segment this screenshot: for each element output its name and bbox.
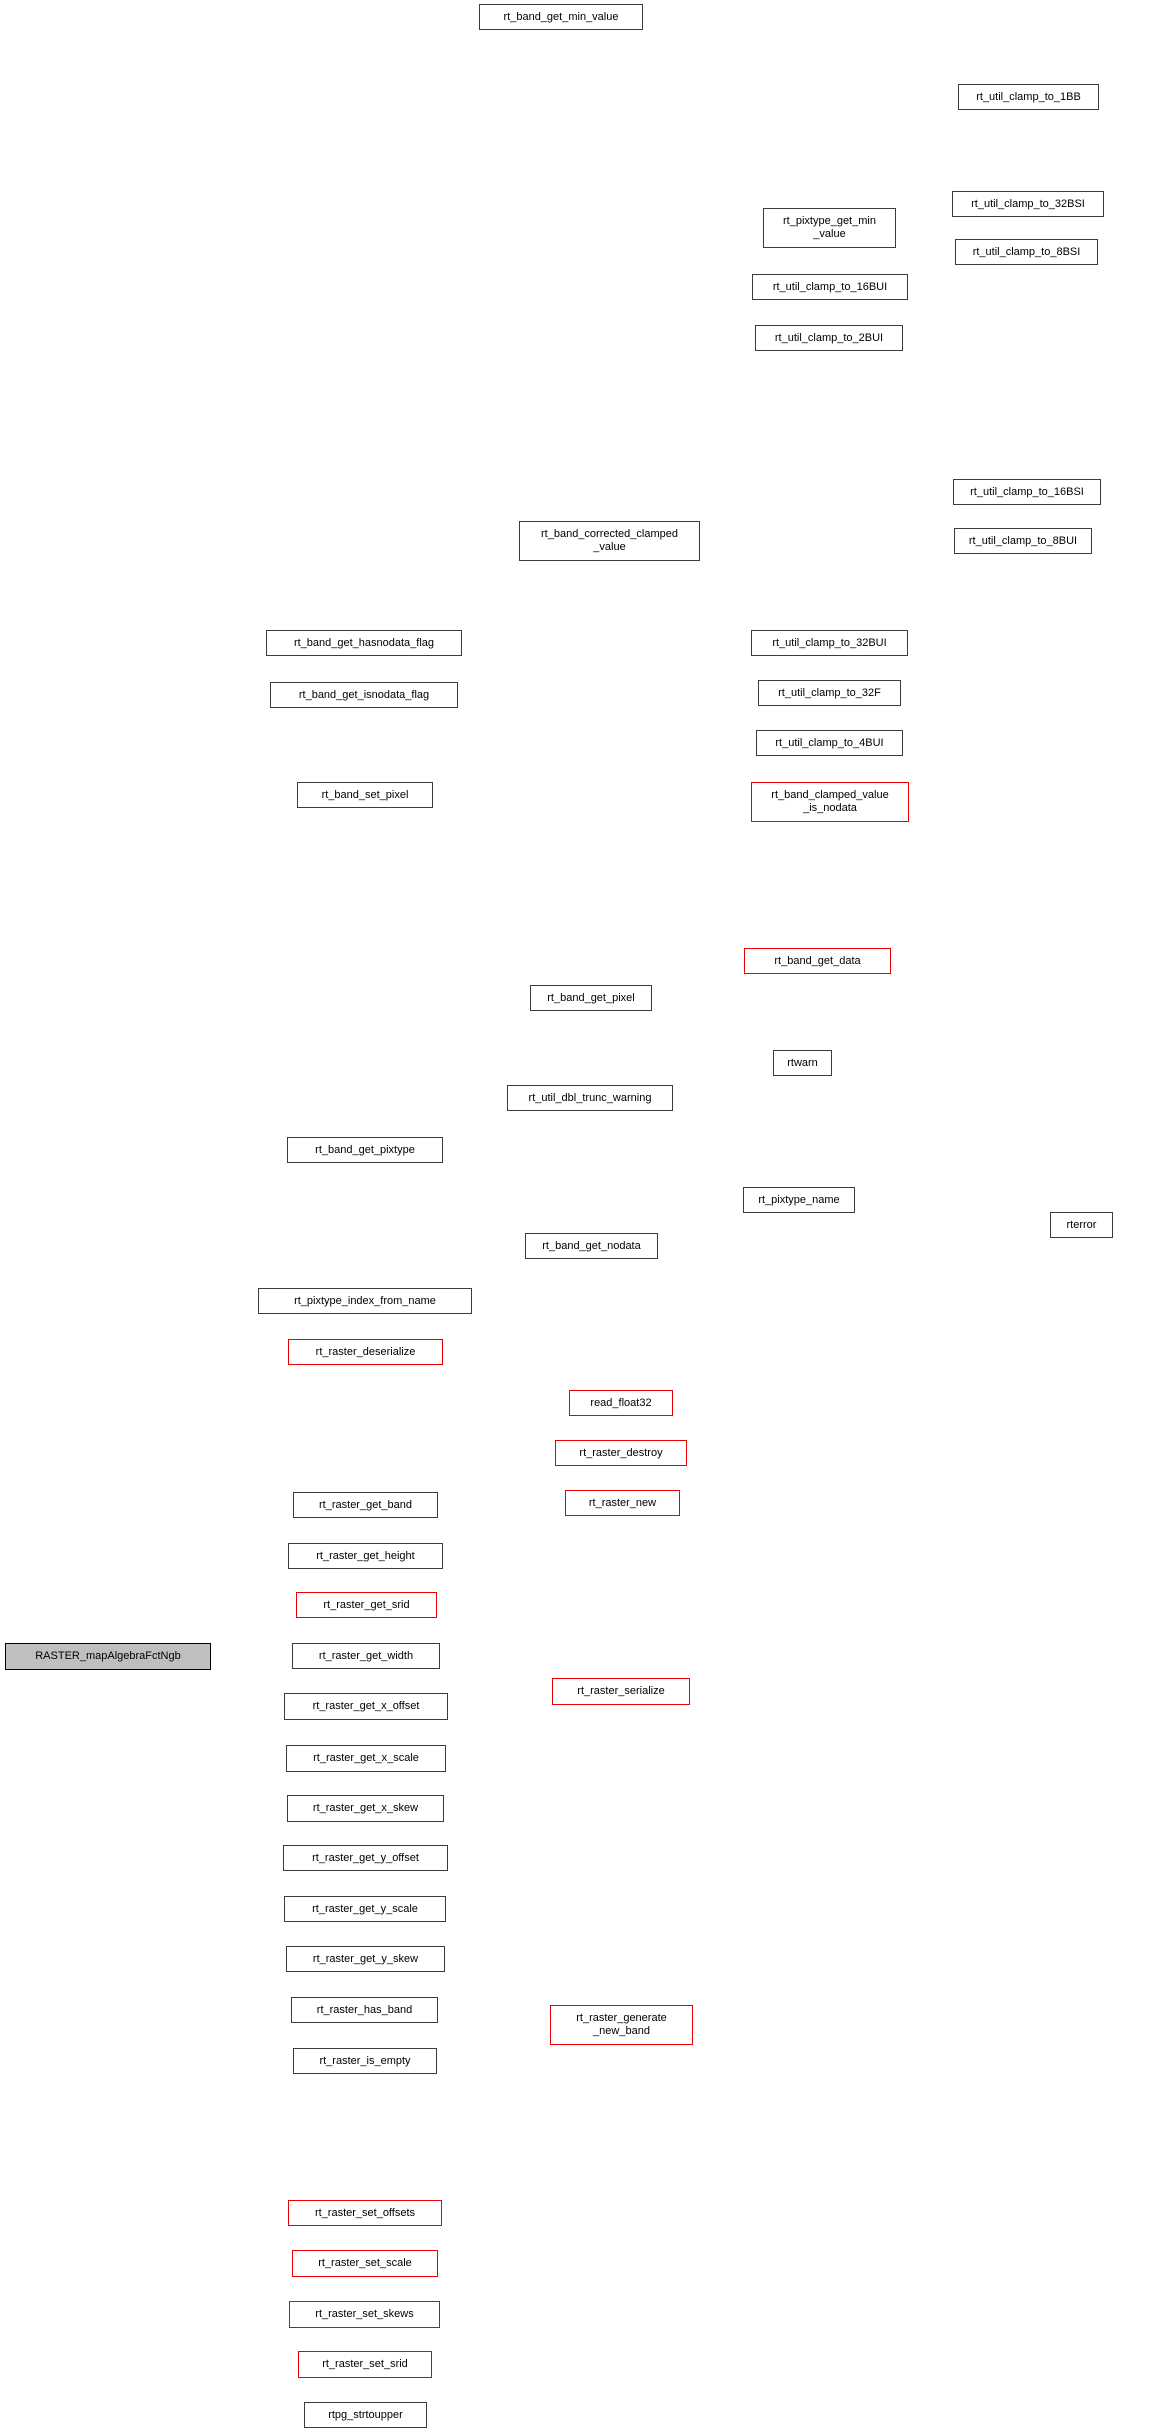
node-band-get-pixel[interactable] [530,985,652,1011]
node-label: rt_raster_get_x_skew [312,1802,419,1814]
node-clamp-32F[interactable] [758,680,901,706]
node-clamp-1BB[interactable] [958,84,1099,110]
node-band-get-hasnodata[interactable] [266,630,462,656]
root-node-root[interactable] [5,1643,211,1670]
node-label: rt_util_clamp_to_32BUI [772,636,887,649]
node-band-get-min-value[interactable] [479,4,643,30]
node-clamp-16BSI[interactable] [953,479,1101,505]
node-label: rt_band_get_data [774,954,861,967]
node-clamp-8BUI[interactable] [954,528,1092,554]
node-label: rt_raster_get_y_offset [312,1851,419,1864]
node-label: rt_band_corrected_clamped [541,528,678,540]
node-raster-get-y-scale[interactable] [284,1896,446,1922]
node-raster-get-height[interactable] [288,1543,443,1569]
node-label: rt_band_get_nodata [542,1239,641,1252]
node-label: rt_raster_has_band [316,2003,413,2016]
node-band-set-pixel[interactable] [297,782,433,808]
node-label: rt_band_get_hasnodata_flag [293,636,435,649]
node-rterror[interactable] [1050,1212,1113,1238]
node-label: rt_pixtype_get_min [783,215,876,227]
node-label: rt_util_clamp_to_32BSI [971,197,1085,210]
node-raster-get-y-offset[interactable] [283,1845,448,1871]
node-label: rtwarn [787,1056,818,1069]
node-raster-get-x-scale[interactable] [286,1745,446,1772]
node-label: rt_raster_serialize [577,1685,665,1697]
node-raster-get-width[interactable] [292,1643,440,1669]
node-raster-generate-new-band[interactable] [550,2005,693,2045]
node-label: rt_band_clamped_value [771,789,889,801]
node-label: rtpg_strtoupper [328,2408,403,2421]
node-rtwarn[interactable] [773,1050,832,1076]
node-raster-set-srid[interactable] [298,2351,432,2378]
node-pixtype-index[interactable] [258,1288,472,1314]
node-label: rt_util_clamp_to_16BSI [970,485,1084,498]
node-band-get-data[interactable] [744,948,891,974]
node-label: rt_raster_get_y_scale [312,1902,418,1915]
node-label: rt_raster_get_height [316,1549,415,1562]
node-raster-deserialize[interactable] [288,1339,443,1365]
node-label: rt_pixtype_name [758,1193,840,1206]
node-label: rt_band_get_min_value [503,10,619,23]
node-band-get-isnodata[interactable] [270,682,458,708]
node-dbl-trunc[interactable] [507,1085,673,1111]
node-label: rt_raster_get_width [318,1649,414,1662]
node-raster-is-empty[interactable] [293,2048,437,2074]
node-label: rt_util_clamp_to_2BUI [774,331,884,344]
node-raster-destroy[interactable] [555,1440,687,1466]
node-clamp-32BSI[interactable] [952,191,1104,217]
node-label: rterror [1066,1218,1097,1231]
node-label: _value [593,541,626,553]
node-raster-get-x-skew[interactable] [287,1795,444,1822]
node-label: rt_raster_set_offsets [314,2206,416,2219]
node-pixtype-name[interactable] [743,1187,855,1213]
node-raster-get-srid[interactable] [296,1592,437,1618]
node-label: rt_raster_set_srid [322,2358,408,2370]
node-clamp-4BUI[interactable] [756,730,903,756]
node-clamp-2BUI[interactable] [755,325,903,351]
node-raster-set-offsets[interactable] [288,2200,442,2226]
node-clamp-16BUI[interactable] [752,274,908,300]
node-label: rt_util_clamp_to_8BUI [968,534,1078,547]
node-read-float32[interactable] [569,1390,673,1416]
node-label: RASTER_mapAlgebraFctNgb [35,1650,181,1662]
node-label: rt_raster_is_empty [319,2054,411,2067]
node-label: rt_band_get_isnodata_flag [298,688,430,701]
node-label: _new_band [593,2025,650,2037]
node-raster-has-band[interactable] [291,1997,438,2023]
node-raster-serialize[interactable] [552,1678,690,1705]
node-clamp-8BSI[interactable] [955,239,1098,265]
node-label: rt_util_clamp_to_8BSI [972,245,1081,258]
node-raster-set-scale[interactable] [292,2250,438,2277]
node-label: _value [813,228,846,240]
node-raster-set-skews[interactable] [289,2301,440,2328]
node-label: _is_nodata [803,802,857,814]
node-label: rt_band_get_pixtype [315,1143,415,1156]
node-label: rt_raster_set_skews [315,2308,414,2320]
node-label: rt_band_get_pixel [547,991,635,1004]
node-label: rt_band_set_pixel [321,788,409,801]
node-label: rt_util_clamp_to_1BB [976,90,1081,103]
node-raster-get-band[interactable] [293,1492,438,1518]
node-raster-get-x-offset[interactable] [284,1693,448,1720]
node-band-get-nodata[interactable] [525,1233,658,1259]
node-label: rt_raster_deserialize [315,1345,416,1358]
node-label: rt_raster_get_srid [323,1598,410,1611]
node-label: read_float32 [590,1396,652,1409]
node-label: rt_util_dbl_trunc_warning [528,1091,652,1104]
node-label: rt_raster_generate [576,2012,667,2024]
node-raster-new[interactable] [565,1490,680,1516]
node-label: rt_util_clamp_to_16BUI [772,280,888,293]
node-label: rt_pixtype_index_from_name [294,1294,436,1307]
node-corrected-clamped[interactable] [519,521,700,561]
node-label: rt_raster_new [588,1496,657,1509]
node-label: rt_util_clamp_to_32F [778,686,881,699]
node-rtpg-strtoupper[interactable] [304,2402,427,2428]
node-label: rt_raster_get_y_skew [312,1952,419,1965]
node-clamp-32BUI[interactable] [751,630,908,656]
node-band-get-pixtype[interactable] [287,1137,443,1163]
node-label: rt_raster_destroy [579,1446,663,1459]
node-raster-get-y-skew[interactable] [286,1946,445,1972]
node-label: rt_raster_get_x_scale [313,1752,419,1764]
node-label: rt_raster_set_scale [318,2257,412,2269]
node-label: rt_raster_get_band [319,1498,412,1511]
node-pixtype-get-min-value[interactable] [763,208,896,248]
node-label: rt_raster_get_x_offset [312,1700,420,1712]
node-label: rt_util_clamp_to_4BUI [775,736,884,749]
node-clamped-is-nodata[interactable] [751,782,909,822]
